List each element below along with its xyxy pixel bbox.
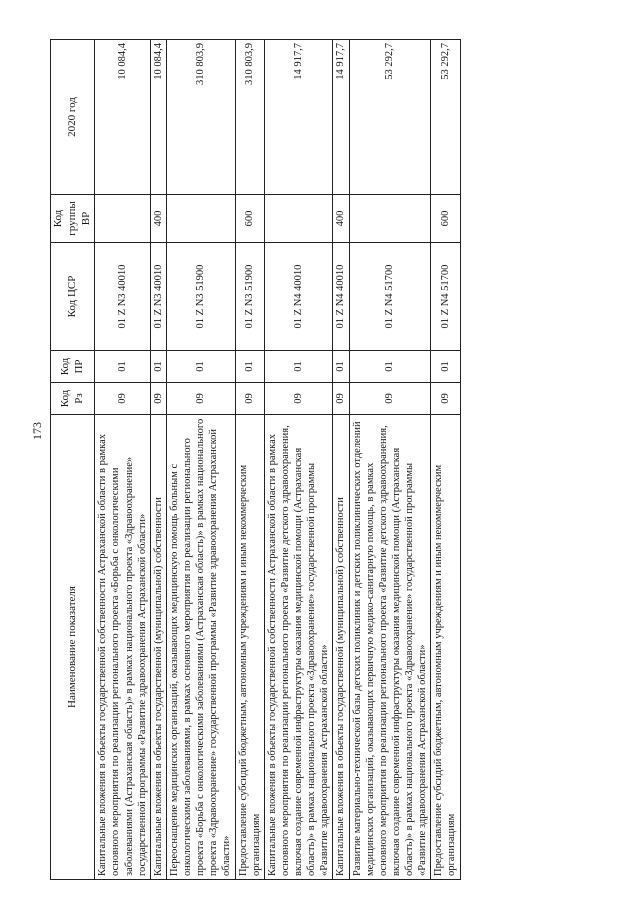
row-csr: 01 Z N4 40010: [333, 243, 349, 351]
row-name: Предоставление субсидий бюджетным, автономным учреждениям и иным некоммерческим организациям: [431, 415, 460, 880]
row-pr: 01: [431, 351, 460, 383]
row-rz: 09: [431, 383, 460, 415]
row-csr: 01 Z N3 40010: [95, 243, 151, 351]
row-amount: 53 292,7: [431, 40, 460, 195]
table-row: [235, 40, 264, 880]
row-vr: 400: [333, 195, 349, 243]
header-pr: Код ПР: [51, 351, 95, 383]
row-amount: 14 917,7: [264, 40, 333, 195]
budget-table: [50, 39, 461, 880]
row-vr: [95, 195, 151, 243]
header-csr: Код ЦСР: [51, 243, 95, 351]
table-row: [166, 40, 235, 880]
row-csr: 01 Z N3 51900: [235, 243, 264, 351]
row-amount: 53 292,7: [349, 40, 431, 195]
row-name: Предоставление субсидий бюджетным, автономным учреждениям и иным некоммерческим организациям: [235, 415, 264, 880]
row-name: Капитальные вложения в объекты государственной собственности Астраханской области в рамках основного мероприятия по реализации регионального проекта «Борьба с онкологическими заболеваниями (Астраханская область)» в рамках национального проекта «Здравоохранение» государственной программы «Развитие здравоохранения Астраханской области»: [95, 415, 151, 880]
row-pr: 01: [235, 351, 264, 383]
row-pr: 01: [150, 351, 166, 383]
table-row: [349, 40, 431, 880]
row-name: Развитие материально-технической базы детских поликлиник и детских поликлинических отделений медицинских организаций, оказывающих первичную медико-санитарную помощь, в рамках основного мероприятия по реализации регионального проекта «Развитие детского здравоохранения, включая создание современной инфраструктуры оказания медицинской помощи (Астраханская область)» в рамках национального проекта «Здравоохранение» государственной программы «Развитие здравоохранения Астраханской области»: [349, 415, 431, 880]
table-row: [95, 40, 151, 880]
row-csr: 01 Z N4 51700: [431, 243, 460, 351]
row-vr: [264, 195, 333, 243]
header-year: 2020 год: [51, 40, 95, 195]
row-rz: 09: [264, 383, 333, 415]
row-vr: 600: [431, 195, 460, 243]
table-row: [264, 40, 333, 880]
header-vr: Код группы ВР: [51, 195, 95, 243]
row-rz: 09: [150, 383, 166, 415]
rotated-page: [50, 20, 610, 880]
row-amount: 310 803,9: [166, 40, 235, 195]
table-row: [333, 40, 349, 880]
row-rz: 09: [166, 383, 235, 415]
row-csr: 01 Z N4 51700: [349, 243, 431, 351]
row-name: Переоснащение медицинских организаций, оказывающих медицинскую помощь больным с онкологическими заболеваниями, в рамках основного мероприятия по реализации регионального проекта «Борьба с онкологическими заболеваниями (Астраханская область)» в рамках национального проекта «Здравоохранение» государственной программы «Развитие здравоохранения Астраханской области»: [166, 415, 235, 880]
row-csr: 01 Z N3 51900: [166, 243, 235, 351]
row-csr: 01 Z N4 40010: [264, 243, 333, 351]
row-name: Капитальные вложения в объекты государственной (муниципальной) собственности: [150, 415, 166, 880]
row-rz: 09: [349, 383, 431, 415]
row-pr: 01: [166, 351, 235, 383]
row-amount: 14 917,7: [333, 40, 349, 195]
row-pr: 01: [333, 351, 349, 383]
row-amount: 10 084,4: [150, 40, 166, 195]
header-name: Наименование показателя: [51, 415, 95, 880]
row-rz: 09: [95, 383, 151, 415]
row-vr: 600: [235, 195, 264, 243]
row-pr: 01: [264, 351, 333, 383]
row-amount: 310 803,9: [235, 40, 264, 195]
row-vr: [349, 195, 431, 243]
row-csr: 01 Z N3 40010: [150, 243, 166, 351]
table-header-row: [51, 40, 95, 880]
row-name: Капитальные вложения в объекты государственной собственности Астраханской области в рамках основного мероприятия по реализации регионального проекта «Развитие детского здравоохранения, включая создание современной инфраструктуры оказания медицинской помощи (Астраханская область)» в рамках национального проекта «Здравоохранение» государственной программы «Развитие здравоохранения Астраханской области»: [264, 415, 333, 880]
table-row: [150, 40, 166, 880]
row-amount: 10 084,4: [95, 40, 151, 195]
row-rz: 09: [235, 383, 264, 415]
row-name: Капитальные вложения в объекты государственной (муниципальной) собственности: [333, 415, 349, 880]
table-row: [431, 40, 460, 880]
row-pr: 01: [349, 351, 431, 383]
row-rz: 09: [333, 383, 349, 415]
row-vr: [166, 195, 235, 243]
row-vr: 400: [150, 195, 166, 243]
header-rz: Код Рз: [51, 383, 95, 415]
row-pr: 01: [95, 351, 151, 383]
page-number: 173: [30, 422, 44, 440]
